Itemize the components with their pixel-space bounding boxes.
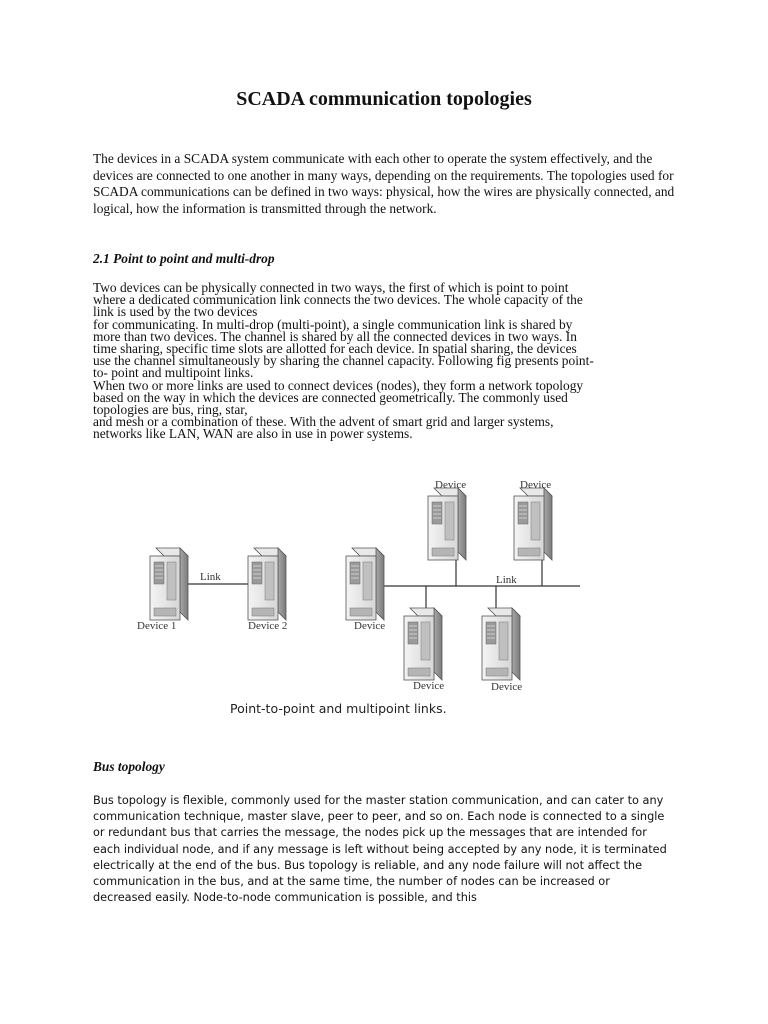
device-server-icon <box>428 488 466 560</box>
text-line: Bus topology is flexible, commonly used for the master station communication, and can cater to any <box>93 794 664 807</box>
device-label: Device <box>413 680 445 692</box>
figure-caption: Point-to-point and multipoint links. <box>230 701 447 716</box>
text-line: where a dedicated communication link connects the two devices. The whole capacity of the <box>93 292 583 308</box>
text-line: use the channel simultaneously by sharing the channel capacity. Following fig presents point- <box>93 353 594 369</box>
network-diagram-figure <box>110 470 690 720</box>
device-2-label: Device 2 <box>248 620 288 632</box>
device-label: Device <box>435 479 467 491</box>
device-1-server-icon <box>150 548 188 620</box>
text-line: to- point and multipoint links. <box>93 365 254 381</box>
device-1-label: Device 1 <box>137 620 177 632</box>
point-to-point-paragraph <box>93 282 683 441</box>
page-title: SCADA communication topologies <box>236 88 532 110</box>
text-line: for communicating. In multi-drop (multi-point), a single communication link is shared by <box>93 316 573 332</box>
device-label: Device <box>520 479 552 491</box>
section-heading-point-to-point: 2.1 Point to point and multi-drop <box>93 251 275 266</box>
link-label: Link <box>200 571 221 583</box>
text-line: communication technique, master slave, peer to peer, and so on. Each node is connected to a single <box>93 810 665 824</box>
text-line: When two or more links are used to connect devices (nodes), they form a network topology <box>93 377 584 393</box>
text-line: decreased easily. Node-to-node communication is possible, and this <box>93 891 477 905</box>
device-2-server-icon <box>248 548 286 620</box>
intro-paragraph: The devices in a SCADA system communicate with each other to operate the system effectively, and the devices are connected to one another in many ways, depending on the requirements. The topologies used for SCADA communications can be defined in two ways: physical, how the wires are physically connected, and logical, how the information is transmitted through the network. <box>93 151 675 216</box>
text-line: based on the way in which the devices are connected geometrically. The commonly used <box>93 389 568 405</box>
link-label: Link <box>496 574 517 586</box>
device-label: Device <box>354 620 386 632</box>
device-server-icon <box>346 548 384 620</box>
text-line: more than two devices. The channel is shared by all the connected devices in two ways. In <box>93 328 577 344</box>
network-diagram <box>110 470 690 700</box>
bus-topology-paragraph <box>93 793 683 906</box>
text-line: and mesh or a combination of these. With the advent of smart grid and larger systems, <box>93 414 554 430</box>
text-line: link is used by the two devices <box>93 304 258 320</box>
device-server-icon <box>404 608 442 680</box>
device-label: Device <box>491 681 523 693</box>
text-line: communication in the bus, and at the same time, the number of nodes can be increased or <box>93 875 610 889</box>
device-server-icon <box>514 488 552 560</box>
device-server-icon <box>482 608 520 680</box>
text-line: electrically at the end of the bus. Bus topology is reliable, and any node failure will not affect the <box>93 858 643 872</box>
text-line: time sharing, specific time slots are allotted for each device. In spatial sharing, the devices <box>93 341 577 357</box>
text-line: or redundant bus that carries the message, the nodes pick up the messages that are intended for <box>93 826 647 840</box>
text-line: each individual node, and if any message is left without being accepted by any node, it is terminated <box>93 842 667 856</box>
text-line: Two devices can be physically connected in two ways, the first of which is point to point <box>93 280 569 295</box>
text-line: networks like LAN, WAN are also in use in power systems. <box>93 426 413 442</box>
section-heading-bus-topology: Bus topology <box>93 759 165 774</box>
text-line: topologies are bus, ring, star, <box>93 402 248 418</box>
